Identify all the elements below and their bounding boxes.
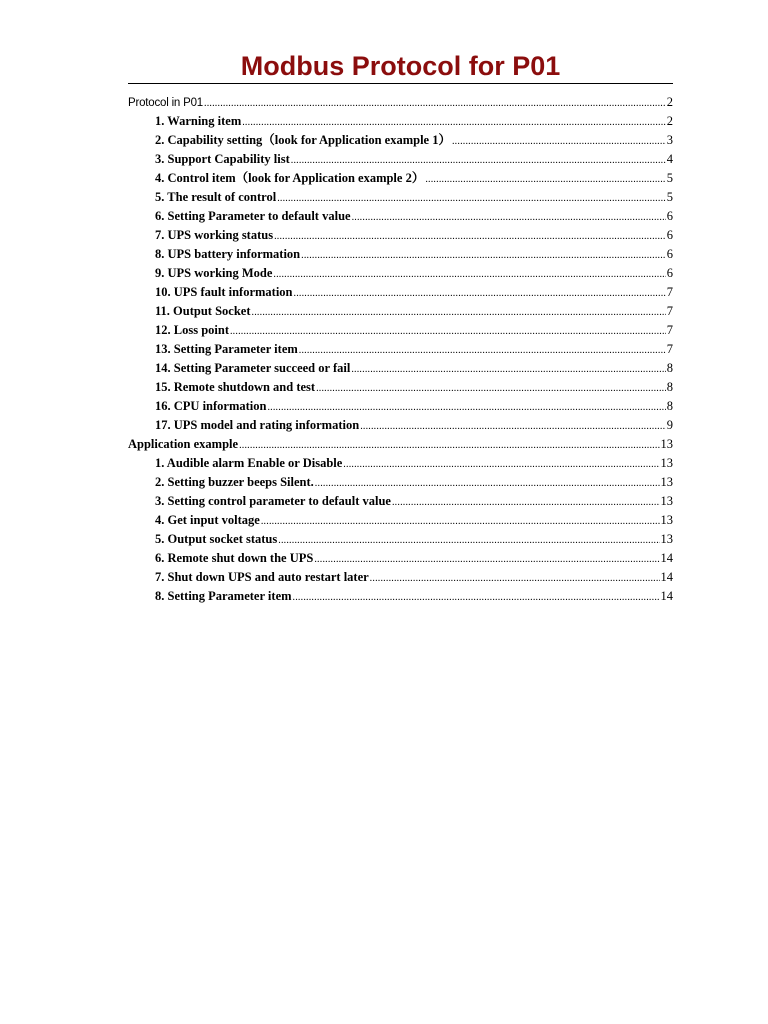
toc-entry[interactable] [128, 587, 673, 606]
toc-entry-label: 16. CPU information [155, 399, 267, 413]
toc-entry[interactable] [128, 473, 673, 492]
toc-entry[interactable] [128, 207, 673, 226]
toc-entry[interactable] [128, 264, 673, 283]
toc-dot-leader [392, 493, 660, 512]
toc-entry-page-number: 4 [666, 152, 673, 166]
toc-entry-label: 2. Capability setting（look for Application example 1） [155, 133, 451, 147]
toc-entry-page-number: 8 [666, 361, 673, 375]
toc-section-entry[interactable] [128, 93, 673, 112]
toc-entry-label: 3. Support Capability list [155, 152, 290, 166]
toc-entry[interactable] [128, 378, 673, 397]
toc-entry-page-number: 3 [666, 133, 673, 147]
toc-entry-page-number: 6 [666, 209, 673, 223]
toc-entry[interactable] [128, 112, 673, 131]
toc-dot-leader [370, 569, 660, 588]
toc-dot-leader [294, 284, 666, 303]
toc-dot-leader [252, 303, 666, 322]
toc-entry-label: 13. Setting Parameter item [155, 342, 298, 356]
toc-entry-label: 7. UPS working status [155, 228, 274, 242]
toc-entry-label: 5. The result of control [155, 190, 277, 204]
toc-entry-page-number: 6 [666, 247, 673, 261]
toc-entry-page-number: 14 [660, 551, 673, 565]
toc-entry-label: Application example [128, 437, 239, 451]
toc-entry-page-number: 8 [666, 399, 673, 413]
toc-dot-leader [204, 94, 666, 113]
toc-entry-page-number: 13 [660, 437, 673, 451]
toc-entry-page-number: 13 [660, 475, 673, 489]
toc-entry-page-number: 8 [666, 380, 673, 394]
toc-dot-leader [291, 151, 666, 170]
toc-entry-label: 9. UPS working Mode [155, 266, 273, 280]
toc-entry-label: Protocol in P01 [128, 97, 203, 109]
toc-entry-label: 6. Remote shut down the UPS [155, 551, 314, 565]
toc-entry-label: 4. Get input voltage [155, 513, 260, 527]
toc-dot-leader [452, 132, 666, 151]
toc-entry[interactable] [128, 359, 673, 378]
toc-dot-leader [360, 417, 666, 436]
toc-dot-leader [267, 398, 665, 417]
toc-entry-page-number: 2 [666, 114, 673, 128]
toc-dot-leader [293, 588, 660, 607]
toc-entry-page-number: 6 [666, 266, 673, 280]
toc-dot-leader [230, 322, 666, 341]
toc-entry[interactable] [128, 492, 673, 511]
toc-entry[interactable] [128, 416, 673, 435]
toc-entry-page-number: 13 [660, 456, 673, 470]
toc-entry-label: 6. Setting Parameter to default value [155, 209, 351, 223]
toc-dot-leader [239, 436, 659, 455]
toc-entry-page-number: 5 [666, 171, 673, 185]
toc-entry[interactable] [128, 283, 673, 302]
toc-dot-leader [343, 455, 659, 474]
toc-entry[interactable] [128, 454, 673, 473]
toc-dot-leader [301, 246, 666, 265]
toc-entry-label: 10. UPS fault information [155, 285, 293, 299]
toc-entry[interactable] [128, 302, 673, 321]
toc-entry-page-number: 7 [666, 285, 673, 299]
table-of-contents [128, 93, 673, 606]
toc-entry-label: 5. Output socket status [155, 532, 278, 546]
toc-entry-page-number: 9 [666, 418, 673, 432]
toc-entry[interactable] [128, 397, 673, 416]
toc-entry-label: 14. Setting Parameter succeed or fail [155, 361, 351, 375]
toc-dot-leader [277, 189, 666, 208]
toc-entry[interactable] [128, 549, 673, 568]
toc-entry[interactable] [128, 131, 673, 150]
toc-entry[interactable] [128, 568, 673, 587]
toc-entry-label: 17. UPS model and rating information [155, 418, 360, 432]
toc-entry[interactable] [128, 321, 673, 340]
toc-entry-label: 11. Output Socket [155, 304, 251, 318]
toc-entry-page-number: 14 [660, 589, 673, 603]
toc-dot-leader [274, 227, 666, 246]
toc-entry-page-number: 7 [666, 304, 673, 318]
toc-dot-leader [425, 170, 665, 189]
toc-entry[interactable] [128, 340, 673, 359]
toc-entry-page-number: 13 [660, 494, 673, 508]
toc-dot-leader [315, 474, 660, 493]
toc-entry-page-number: 13 [660, 513, 673, 527]
document-title: Modbus Protocol for P01 [240, 51, 561, 81]
toc-entry[interactable] [128, 226, 673, 245]
toc-entry[interactable] [128, 530, 673, 549]
toc-entry-page-number: 7 [666, 323, 673, 337]
toc-section-entry[interactable] [128, 435, 673, 454]
toc-entry-label: 1. Audible alarm Enable or Disable [155, 456, 343, 470]
toc-entry-label: 3. Setting control parameter to default value [155, 494, 391, 508]
toc-entry-label: 8. Setting Parameter item [155, 589, 292, 603]
toc-entry-label: 15. Remote shutdown and test [155, 380, 316, 394]
toc-entry-label: 12. Loss point [155, 323, 229, 337]
toc-entry-page-number: 14 [660, 570, 673, 584]
toc-entry[interactable] [128, 169, 673, 188]
toc-dot-leader [299, 341, 666, 360]
toc-entry-label: 2. Setting buzzer beeps Silent. [155, 475, 314, 489]
toc-entry-label: 1. Warning item [155, 114, 242, 128]
toc-dot-leader [351, 360, 665, 379]
toc-dot-leader [242, 113, 666, 132]
toc-entry[interactable] [128, 245, 673, 264]
toc-dot-leader [352, 208, 666, 227]
toc-entry-page-number: 5 [666, 190, 673, 204]
toc-entry-page-number: 2 [666, 95, 673, 109]
toc-entry[interactable] [128, 150, 673, 169]
toc-dot-leader [261, 512, 660, 531]
toc-entry-label: 8. UPS battery information [155, 247, 301, 261]
title-divider [128, 83, 673, 84]
toc-entry-page-number: 6 [666, 228, 673, 242]
toc-entry[interactable] [128, 188, 673, 207]
toc-dot-leader [278, 531, 659, 550]
toc-entry-page-number: 13 [660, 532, 673, 546]
toc-entry-label: 7. Shut down UPS and auto restart later [155, 570, 369, 584]
toc-dot-leader [314, 550, 659, 569]
toc-entry-page-number: 7 [666, 342, 673, 356]
toc-dot-leader [316, 379, 666, 398]
toc-dot-leader [273, 265, 665, 284]
toc-entry[interactable] [128, 511, 673, 530]
toc-entry-label: 4. Control item（look for Application example 2） [155, 171, 425, 185]
